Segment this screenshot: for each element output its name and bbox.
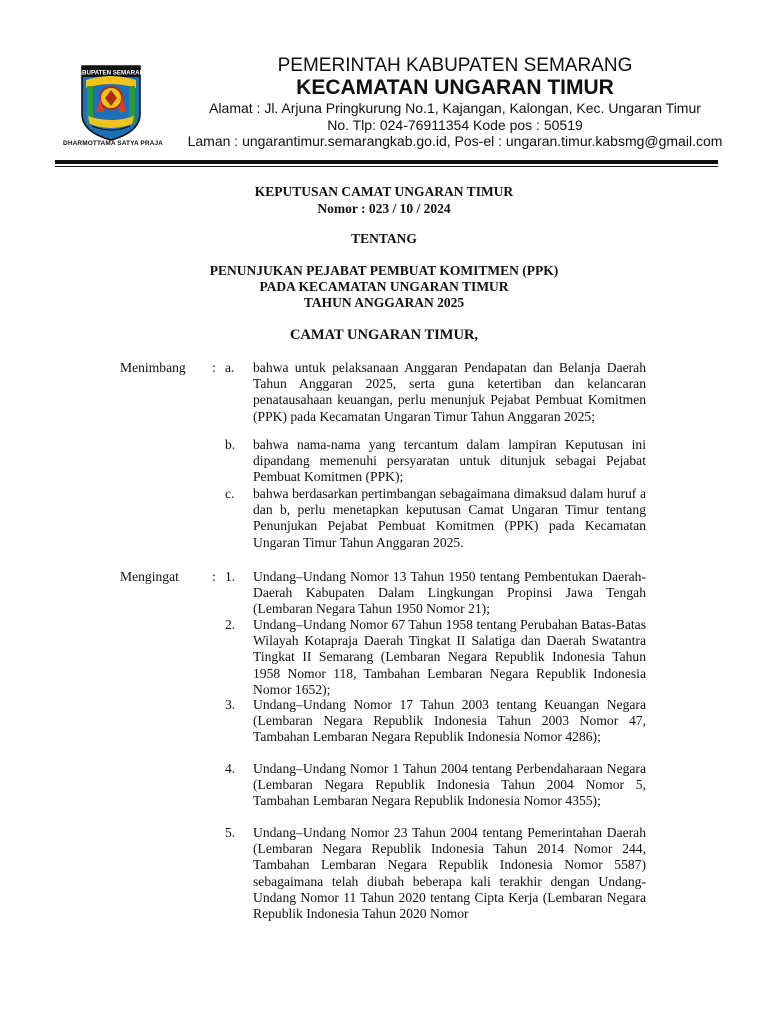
list-item-text: Undang–Undang Nomor 23 Tahun 2004 tentang Pemerintahan Daerah (Lembaran Negara Republik Indonesia Tahun 2014 Nomor 244, Tambahan Lembaran Negara Republik Indonesia Nomor 5587) sebagaimana telah diubah beberapa kali terakhir dengan Undang-Undang Nomor 11 Tahun 2020 tentang Cipta Kerja (Lembaran Negara Republik Indonesia Tahun 2020 Nomor	[253, 825, 646, 922]
list-item-text: Undang–Undang Nomor 67 Tahun 1958 tentang Perubahan Batas-Batas Wilayah Kotapraja Daerah Tingkat II Salatiga dan Daerah Swatantra Tingkat II Semarang (Lembaran Negara Republik Indonesia Tahun 1958 Nomor 118, Tambahan Lembaran Negara Republik Indonesia Nomor 1652);	[253, 617, 646, 697]
menimbang-colon: :	[212, 360, 216, 375]
subject-line-3: TAHUN ANGGARAN 2025	[303, 295, 465, 310]
official-title: CAMAT UNGARAN TIMUR,	[289, 327, 479, 343]
menimbang-label: Menimbang	[120, 360, 186, 375]
list-marker: a.	[225, 360, 235, 375]
letterhead-divider-thick	[55, 160, 718, 164]
list-marker: 3.	[225, 697, 236, 712]
emblem-motto: DHARMOTTAMA SATYA PRAJA	[63, 140, 163, 147]
list-item-text: bahwa untuk pelaksanaan Anggaran Pendapatan dan Belanja Daerah Tahun Anggaran 2025, serta guna ketertiban dan kelancaran penatausahaan keuangan, perlu menunjuk Pejabat Pembuat Komitmen (PPK) pada Kecamatan Ungaran Timur Tahun Anggaran 2025;	[253, 360, 646, 424]
list-item-text: bahwa berdasarkan pertimbangan sebagaimana dimaksud dalam huruf a dan b, perlu menetapkan keputusan Camat Ungaran Timur tentang Penunjukan Pejabat Pembuat Komitmen (PPK) pada Kecamatan Ungaran Timur Tahun Anggaran 2025.	[253, 486, 646, 550]
government-name: PEMERINTAH KABUPATEN SEMARANG	[277, 55, 633, 76]
office-name: KECAMATAN UNGARAN TIMUR	[296, 76, 614, 99]
list-item-text: Undang–Undang Nomor 13 Tahun 1950 tentang Pembentukan Daerah-Daerah Kabupaten Dalam Lingkungan Propinsi Jawa Tengah (Lembaran Negara Tahun 1950 Nomor 21);	[253, 569, 646, 617]
subject-line-1: PENUNJUKAN PEJABAT PEMBUAT KOMITMEN (PPK)	[209, 263, 559, 278]
office-phone: No. Tlp: 024-76911354 Kode pos : 50519	[327, 117, 583, 133]
list-marker: 5.	[225, 825, 236, 840]
letterhead-divider-thin	[55, 166, 718, 167]
list-item-text: Undang–Undang Nomor 1 Tahun 2004 tentang Perbendaharaan Negara (Lembaran Negara Republik Indonesia Tahun 2004 Nomor 5, Tambahan Lembaran Negara Republik Indonesia Nomor 4355);	[253, 761, 646, 809]
list-marker: 4.	[225, 761, 236, 776]
decree-number: Nomor : 023 / 10 / 2024	[317, 201, 451, 216]
about-heading: TENTANG	[351, 231, 417, 246]
list-marker: 1.	[225, 569, 236, 584]
mengingat-label: Mengingat	[120, 569, 179, 584]
regency-emblem-icon	[73, 62, 149, 142]
list-marker: 2.	[225, 617, 236, 632]
emblem-label: KABUPATEN SEMARANG	[73, 69, 149, 77]
list-item-text: bahwa nama-nama yang tercantum dalam lampiran Keputusan ini dipandang memenuhi persyaratan untuk ditunjuk sebagai Pejabat Pembuat Komitmen (PPK);	[253, 437, 646, 485]
list-marker: c.	[225, 486, 235, 501]
list-item-text: Undang–Undang Nomor 17 Tahun 2003 tentang Keuangan Negara (Lembaran Negara Republik Indonesia Tahun 2003 Nomor 47, Tambahan Lembaran Negara Republik Indonesia Nomor 4286);	[253, 697, 646, 745]
subject-line-2: PADA KECAMATAN UNGARAN TIMUR	[259, 279, 509, 294]
decree-title: KEPUTUSAN CAMAT UNGARAN TIMUR	[254, 184, 514, 199]
office-website-email: Laman : ungarantimur.semarangkab.go.id, Pos-el : ungaran.timur.kabsmg@gmail.com	[187, 133, 723, 149]
mengingat-colon: :	[212, 569, 216, 584]
list-marker: b.	[225, 437, 236, 452]
office-address: Alamat : Jl. Arjuna Pringkurung No.1, Kajangan, Kalongan, Kec. Ungaran Timur	[209, 100, 701, 116]
